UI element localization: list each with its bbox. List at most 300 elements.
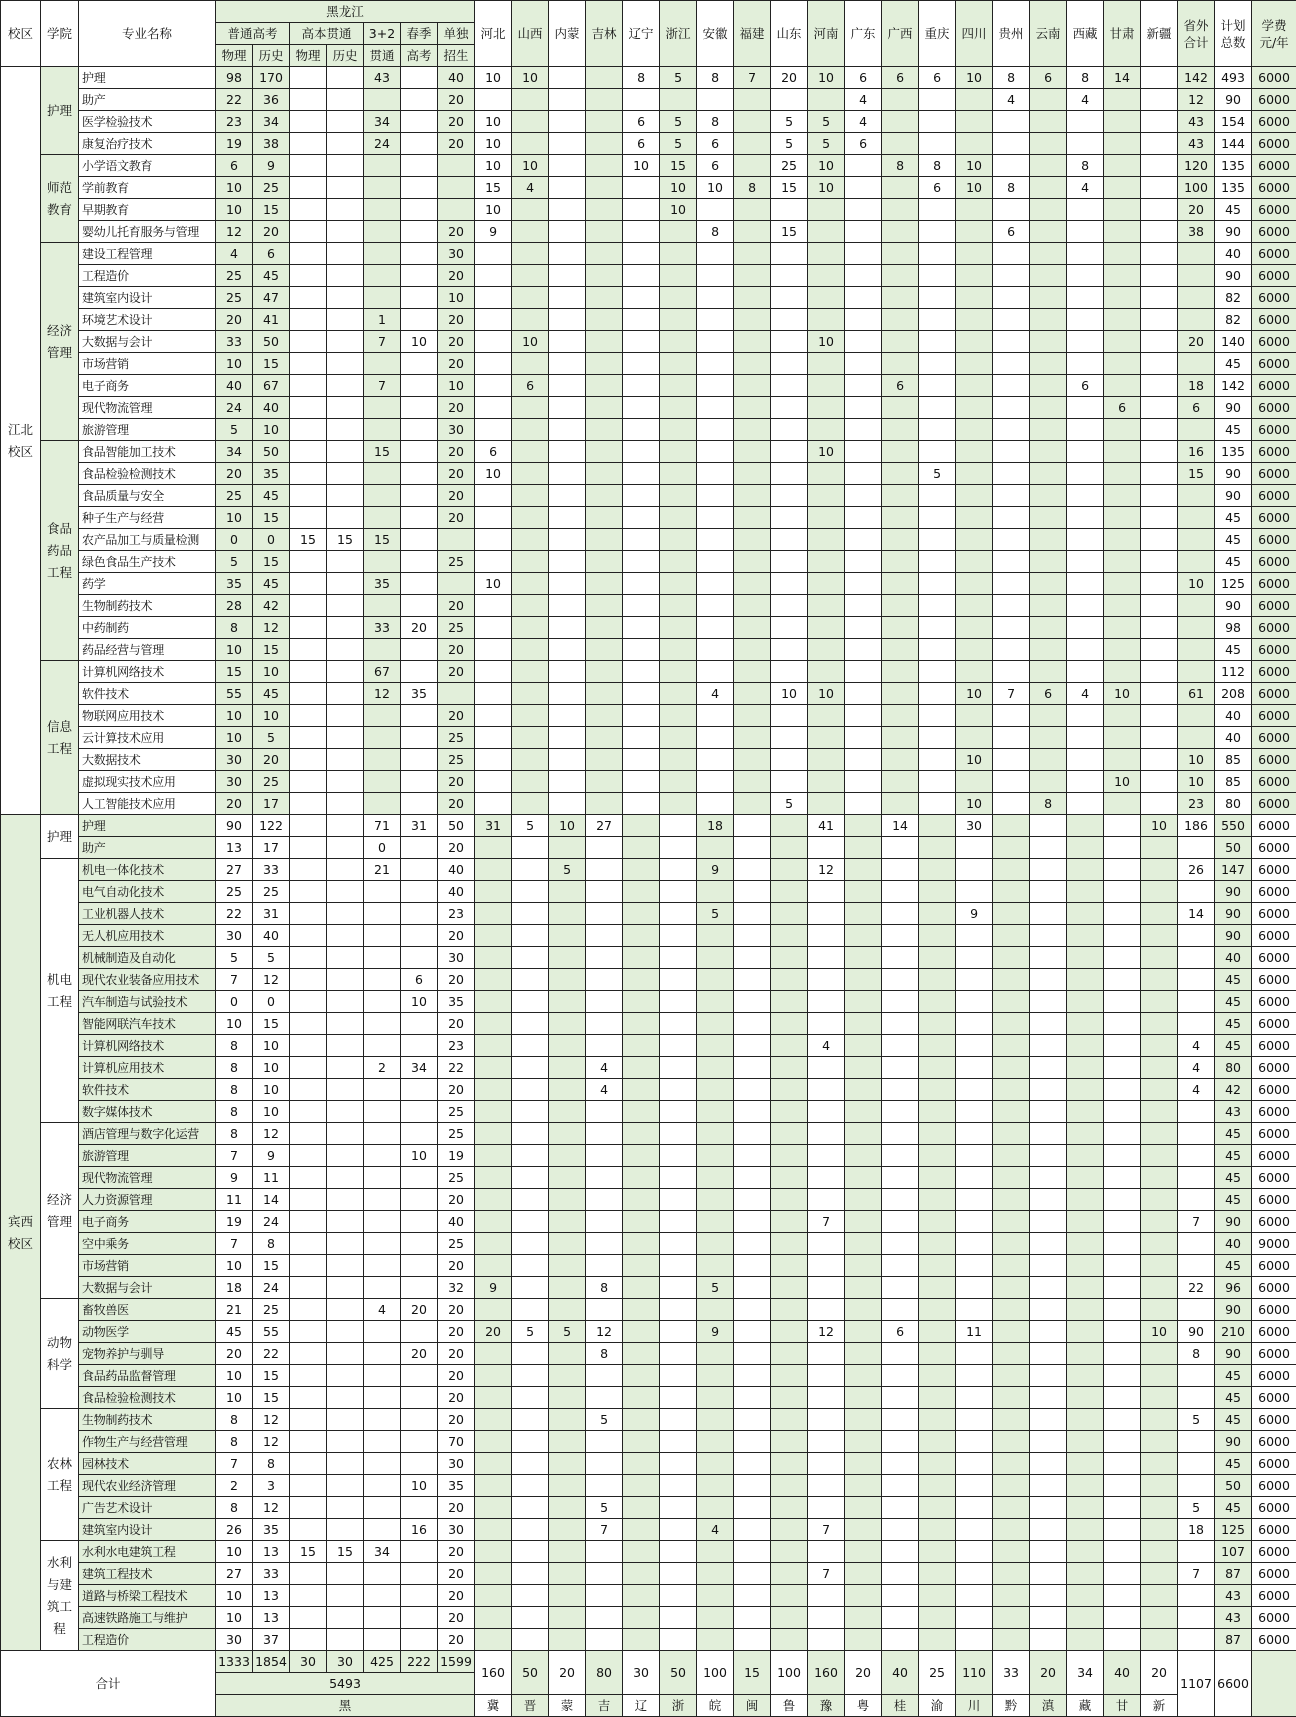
heilongjiang-quota: 20 bbox=[438, 441, 475, 463]
province-abbr: 滇 bbox=[1030, 1695, 1067, 1717]
heilongjiang-quota: 35 bbox=[253, 463, 290, 485]
province-quota bbox=[882, 573, 919, 595]
heilongjiang-quota: 33 bbox=[253, 1563, 290, 1585]
province-quota bbox=[512, 1607, 549, 1629]
province-quota bbox=[697, 881, 734, 903]
province-quota bbox=[1104, 1211, 1141, 1233]
province-quota bbox=[734, 1145, 771, 1167]
province-quota: 5 bbox=[919, 463, 956, 485]
province-quota bbox=[1104, 1321, 1141, 1343]
province-quota bbox=[734, 639, 771, 661]
heilongjiang-quota: 5 bbox=[216, 551, 253, 573]
heilongjiang-quota bbox=[290, 1211, 327, 1233]
province-quota bbox=[1104, 199, 1141, 221]
heilongjiang-quota: 20 bbox=[438, 265, 475, 287]
province-quota bbox=[845, 1035, 882, 1057]
province-quota: 10 bbox=[549, 815, 586, 837]
province-quota bbox=[734, 1343, 771, 1365]
province-quota bbox=[623, 1145, 660, 1167]
province-quota bbox=[993, 419, 1030, 441]
province-quota bbox=[993, 551, 1030, 573]
province-quota bbox=[734, 881, 771, 903]
campus-cell: 宾西校区 bbox=[1, 815, 41, 1651]
province-quota bbox=[808, 925, 845, 947]
province-quota bbox=[697, 1607, 734, 1629]
heilongjiang-quota bbox=[290, 375, 327, 397]
heilongjiang-quota: 20 bbox=[438, 353, 475, 375]
province-quota bbox=[475, 485, 512, 507]
heilongjiang-quota: 17 bbox=[253, 837, 290, 859]
heilongjiang-quota: 10 bbox=[216, 639, 253, 661]
province-quota bbox=[771, 661, 808, 683]
province-quota bbox=[697, 551, 734, 573]
province-quota bbox=[771, 507, 808, 529]
province-quota bbox=[1104, 529, 1141, 551]
province-quota bbox=[1030, 1387, 1067, 1409]
province-header: 河北 bbox=[475, 1, 512, 67]
heilongjiang-quota: 43 bbox=[364, 67, 401, 89]
province-quota bbox=[771, 1255, 808, 1277]
table-row bbox=[1, 1387, 1296, 1409]
province-quota bbox=[1104, 221, 1141, 243]
province-quota bbox=[1141, 903, 1178, 925]
province-quota: 10 bbox=[512, 67, 549, 89]
table-row bbox=[1, 463, 1296, 485]
province-quota bbox=[623, 287, 660, 309]
major-name: 旅游管理 bbox=[79, 1145, 216, 1167]
province-quota: 10 bbox=[956, 683, 993, 705]
major-name: 种子生产与经营 bbox=[79, 507, 216, 529]
province-quota bbox=[586, 617, 623, 639]
province-total: 20 bbox=[1141, 1651, 1178, 1695]
table-row bbox=[1, 1453, 1296, 1475]
province-quota bbox=[623, 595, 660, 617]
province-quota bbox=[808, 947, 845, 969]
province-quota bbox=[623, 1453, 660, 1475]
heilongjiang-quota bbox=[401, 243, 438, 265]
heilongjiang-quota bbox=[327, 199, 364, 221]
plan-total: 40 bbox=[1215, 1233, 1252, 1255]
province-quota bbox=[1141, 1101, 1178, 1123]
province-quota bbox=[845, 1343, 882, 1365]
plan-total: 140 bbox=[1215, 331, 1252, 353]
province-quota bbox=[919, 1277, 956, 1299]
province-quota bbox=[697, 441, 734, 463]
province-quota bbox=[734, 1563, 771, 1585]
tuition: 6000 bbox=[1252, 859, 1296, 881]
province-quota bbox=[808, 903, 845, 925]
province-quota bbox=[734, 463, 771, 485]
province-quota bbox=[845, 969, 882, 991]
province-quota: 6 bbox=[845, 133, 882, 155]
province-quota bbox=[623, 1387, 660, 1409]
province-quota bbox=[882, 705, 919, 727]
province-quota: 10 bbox=[660, 199, 697, 221]
province-quota bbox=[697, 1453, 734, 1475]
plan-total: 45 bbox=[1215, 991, 1252, 1013]
province-quota bbox=[956, 1299, 993, 1321]
province-quota bbox=[734, 1035, 771, 1057]
province-quota bbox=[919, 331, 956, 353]
province-quota bbox=[1030, 111, 1067, 133]
heilongjiang-quota: 21 bbox=[216, 1299, 253, 1321]
major-name: 学前教育 bbox=[79, 177, 216, 199]
tuition: 6000 bbox=[1252, 111, 1296, 133]
out-of-province-total: 20 bbox=[1178, 331, 1215, 353]
province-quota bbox=[919, 1475, 956, 1497]
province-quota: 11 bbox=[956, 1321, 993, 1343]
heilongjiang-quota: 45 bbox=[216, 1321, 253, 1343]
province-quota bbox=[549, 749, 586, 771]
province-quota bbox=[882, 309, 919, 331]
heilongjiang-quota: 20 bbox=[438, 1629, 475, 1651]
province-quota bbox=[1141, 441, 1178, 463]
heilongjiang-quota: 30 bbox=[438, 419, 475, 441]
major-name: 道路与桥梁工程技术 bbox=[79, 1585, 216, 1607]
heilongjiang-quota bbox=[327, 111, 364, 133]
major-name: 大数据与会计 bbox=[79, 331, 216, 353]
major-name: 药品经营与管理 bbox=[79, 639, 216, 661]
province-quota bbox=[1067, 1167, 1104, 1189]
tuition: 6000 bbox=[1252, 1035, 1296, 1057]
tuition: 6000 bbox=[1252, 1563, 1296, 1585]
province-quota bbox=[993, 1123, 1030, 1145]
province-quota: 8 bbox=[734, 177, 771, 199]
province-quota bbox=[512, 441, 549, 463]
province-quota bbox=[1067, 529, 1104, 551]
heilongjiang-quota: 28 bbox=[216, 595, 253, 617]
heilongjiang-quota: 35 bbox=[438, 991, 475, 1013]
province-quota bbox=[475, 661, 512, 683]
province-quota bbox=[993, 793, 1030, 815]
heilongjiang-quota bbox=[401, 309, 438, 331]
table-row bbox=[1, 749, 1296, 771]
province-quota bbox=[956, 1497, 993, 1519]
province-abbr: 川 bbox=[956, 1695, 993, 1717]
province-quota: 4 bbox=[845, 89, 882, 111]
province-quota bbox=[697, 1013, 734, 1035]
province-quota bbox=[808, 1255, 845, 1277]
province-quota bbox=[1104, 1035, 1141, 1057]
out-of-province-total bbox=[1178, 925, 1215, 947]
heilongjiang-quota bbox=[401, 375, 438, 397]
province-quota bbox=[1104, 419, 1141, 441]
province-quota bbox=[1030, 375, 1067, 397]
province-quota bbox=[512, 661, 549, 683]
major-name: 市场营销 bbox=[79, 353, 216, 375]
heilongjiang-quota: 42 bbox=[253, 595, 290, 617]
province-quota bbox=[1141, 1233, 1178, 1255]
province-quota: 10 bbox=[623, 155, 660, 177]
heilongjiang-quota: 9 bbox=[253, 1145, 290, 1167]
heilongjiang-quota bbox=[401, 1629, 438, 1651]
province-quota bbox=[475, 1101, 512, 1123]
province-quota bbox=[512, 1563, 549, 1585]
province-quota bbox=[660, 397, 697, 419]
plan-total: 135 bbox=[1215, 441, 1252, 463]
plan-total: 112 bbox=[1215, 661, 1252, 683]
province-quota bbox=[475, 837, 512, 859]
province-quota bbox=[882, 1475, 919, 1497]
province-header: 四川 bbox=[956, 1, 993, 67]
province-quota bbox=[845, 375, 882, 397]
heilongjiang-quota: 15 bbox=[253, 551, 290, 573]
heilongjiang-quota bbox=[327, 991, 364, 1013]
plan-total-header-line1: 计划 bbox=[1220, 17, 1246, 33]
province-quota bbox=[882, 1035, 919, 1057]
province-quota bbox=[1141, 265, 1178, 287]
province-quota bbox=[1141, 1035, 1178, 1057]
heilongjiang-quota: 15 bbox=[253, 1365, 290, 1387]
province-quota bbox=[993, 1453, 1030, 1475]
heilongjiang-quota bbox=[290, 551, 327, 573]
heilongjiang-quota bbox=[290, 595, 327, 617]
province-quota bbox=[882, 1233, 919, 1255]
out-of-province-total: 10 bbox=[1178, 749, 1215, 771]
province-quota bbox=[623, 1563, 660, 1585]
heilongjiang-quota: 25 bbox=[438, 617, 475, 639]
province-quota: 10 bbox=[475, 67, 512, 89]
plan-total: 147 bbox=[1215, 859, 1252, 881]
plan-total: 550 bbox=[1215, 815, 1252, 837]
out-of-province-total: 43 bbox=[1178, 111, 1215, 133]
heilongjiang-sum: 5493 bbox=[216, 1673, 475, 1695]
province-quota bbox=[993, 1277, 1030, 1299]
province-quota bbox=[623, 727, 660, 749]
province-quota bbox=[1067, 727, 1104, 749]
province-quota bbox=[882, 1365, 919, 1387]
province-quota bbox=[845, 903, 882, 925]
province-quota bbox=[845, 309, 882, 331]
heilongjiang-quota bbox=[401, 837, 438, 859]
plan-total: 45 bbox=[1215, 529, 1252, 551]
major-name: 现代农业经济管理 bbox=[79, 1475, 216, 1497]
province-quota bbox=[512, 573, 549, 595]
province-quota bbox=[1104, 1585, 1141, 1607]
province-quota bbox=[919, 925, 956, 947]
province-quota bbox=[1067, 1145, 1104, 1167]
province-quota bbox=[623, 243, 660, 265]
province-quota bbox=[1030, 1585, 1067, 1607]
province-quota bbox=[660, 903, 697, 925]
province-quota bbox=[919, 287, 956, 309]
province-quota bbox=[993, 133, 1030, 155]
province-quota bbox=[586, 1475, 623, 1497]
major-name: 计算机应用技术 bbox=[79, 1057, 216, 1079]
province-quota bbox=[1104, 1233, 1141, 1255]
province-total: 80 bbox=[586, 1651, 623, 1695]
tuition: 6000 bbox=[1252, 1629, 1296, 1651]
heilongjiang-quota: 7 bbox=[216, 1233, 253, 1255]
province-quota bbox=[623, 551, 660, 573]
province-quota bbox=[771, 1079, 808, 1101]
province-quota bbox=[771, 287, 808, 309]
province-quota bbox=[882, 1079, 919, 1101]
province-quota bbox=[623, 529, 660, 551]
province-quota bbox=[549, 595, 586, 617]
plan-total: 45 bbox=[1215, 551, 1252, 573]
heilongjiang-quota bbox=[290, 1167, 327, 1189]
province-quota bbox=[882, 771, 919, 793]
province-quota bbox=[771, 1123, 808, 1145]
province-quota bbox=[549, 529, 586, 551]
heilongjiang-quota bbox=[327, 1101, 364, 1123]
major-name: 智能网联汽车技术 bbox=[79, 1013, 216, 1035]
province-quota bbox=[808, 595, 845, 617]
heilongjiang-quota: 30 bbox=[438, 947, 475, 969]
province-quota bbox=[1030, 1299, 1067, 1321]
province-quota bbox=[586, 991, 623, 1013]
heilongjiang-quota bbox=[401, 1233, 438, 1255]
province-quota bbox=[993, 375, 1030, 397]
province-quota bbox=[1030, 595, 1067, 617]
province-quota bbox=[660, 1035, 697, 1057]
province-quota bbox=[697, 199, 734, 221]
province-quota: 6 bbox=[697, 133, 734, 155]
province-quota bbox=[771, 903, 808, 925]
table-row bbox=[1, 1409, 1296, 1431]
province-quota bbox=[623, 1123, 660, 1145]
province-quota bbox=[882, 837, 919, 859]
province-quota bbox=[475, 1299, 512, 1321]
table-row bbox=[1, 1541, 1296, 1563]
province-header: 贵州 bbox=[993, 1, 1030, 67]
table-row bbox=[1, 67, 1296, 89]
heilongjiang-quota: 25 bbox=[438, 1233, 475, 1255]
province-quota bbox=[1030, 859, 1067, 881]
tuition: 6000 bbox=[1252, 1541, 1296, 1563]
province-quota bbox=[660, 529, 697, 551]
province-quota bbox=[512, 1431, 549, 1453]
header-row bbox=[1, 1, 1296, 23]
province-quota bbox=[1141, 375, 1178, 397]
province-header: 河南 bbox=[808, 1, 845, 67]
province-quota bbox=[956, 375, 993, 397]
province-quota bbox=[734, 991, 771, 1013]
province-quota bbox=[1141, 1255, 1178, 1277]
province-quota bbox=[993, 1079, 1030, 1101]
province-quota bbox=[808, 1409, 845, 1431]
heilongjiang-quota: 20 bbox=[438, 111, 475, 133]
out-of-province-total: 142 bbox=[1178, 67, 1215, 89]
province-quota bbox=[734, 617, 771, 639]
subject-header: 历史 bbox=[253, 45, 290, 67]
major-name: 护理 bbox=[79, 67, 216, 89]
heilongjiang-total: 30 bbox=[327, 1651, 364, 1673]
province-quota bbox=[882, 1255, 919, 1277]
province-total: 110 bbox=[956, 1651, 993, 1695]
province-quota bbox=[1067, 837, 1104, 859]
province-quota bbox=[660, 1453, 697, 1475]
heilongjiang-quota bbox=[290, 683, 327, 705]
province-quota bbox=[993, 595, 1030, 617]
province-quota bbox=[734, 375, 771, 397]
heilongjiang-quota bbox=[401, 573, 438, 595]
province-quota bbox=[475, 1189, 512, 1211]
province-quota bbox=[623, 419, 660, 441]
heilongjiang-quota bbox=[290, 727, 327, 749]
province-quota bbox=[993, 925, 1030, 947]
province-quota bbox=[993, 243, 1030, 265]
province-quota bbox=[549, 1189, 586, 1211]
heilongjiang-quota: 8 bbox=[216, 1035, 253, 1057]
province-quota bbox=[845, 815, 882, 837]
province-quota bbox=[660, 1321, 697, 1343]
province-quota bbox=[1030, 1563, 1067, 1585]
province-quota bbox=[734, 903, 771, 925]
major-name: 工程造价 bbox=[79, 265, 216, 287]
province-quota: 10 bbox=[475, 199, 512, 221]
heilongjiang-quota: 30 bbox=[438, 1453, 475, 1475]
province-quota bbox=[808, 1145, 845, 1167]
province-quota bbox=[660, 551, 697, 573]
province-quota bbox=[882, 1409, 919, 1431]
heilongjiang-quota: 40 bbox=[438, 67, 475, 89]
major-name: 动物医学 bbox=[79, 1321, 216, 1343]
province-quota bbox=[475, 375, 512, 397]
province-quota bbox=[993, 353, 1030, 375]
province-quota bbox=[697, 1475, 734, 1497]
gaoben-header: 高本贯通 bbox=[290, 23, 364, 45]
province-quota bbox=[697, 1431, 734, 1453]
major-name: 食品药品监督管理 bbox=[79, 1365, 216, 1387]
out-of-province-total bbox=[1178, 705, 1215, 727]
province-quota: 6 bbox=[1104, 397, 1141, 419]
province-quota bbox=[808, 287, 845, 309]
province-quota bbox=[919, 485, 956, 507]
province-quota bbox=[623, 309, 660, 331]
out-of-province-total: 10 bbox=[1178, 771, 1215, 793]
province-quota bbox=[993, 1167, 1030, 1189]
province-quota bbox=[697, 1563, 734, 1585]
province-quota bbox=[586, 243, 623, 265]
province-quota bbox=[512, 859, 549, 881]
province-quota bbox=[697, 705, 734, 727]
heilongjiang-quota: 19 bbox=[216, 133, 253, 155]
out-of-province-total bbox=[1178, 1255, 1215, 1277]
province-quota bbox=[1141, 287, 1178, 309]
tuition-header bbox=[1252, 1, 1296, 67]
province-quota bbox=[1141, 1453, 1178, 1475]
province-total: 100 bbox=[771, 1651, 808, 1695]
heilongjiang-quota bbox=[401, 639, 438, 661]
province-quota bbox=[1030, 1101, 1067, 1123]
college-cell: 护理 bbox=[41, 67, 79, 155]
province-quota bbox=[623, 353, 660, 375]
heilongjiang-quota: 11 bbox=[216, 1189, 253, 1211]
province-quota bbox=[956, 551, 993, 573]
tuition: 6000 bbox=[1252, 1343, 1296, 1365]
heilongjiang-quota bbox=[364, 1629, 401, 1651]
heilongjiang-quota bbox=[364, 749, 401, 771]
tuition: 6000 bbox=[1252, 507, 1296, 529]
plan-total: 43 bbox=[1215, 1585, 1252, 1607]
province-quota bbox=[697, 1167, 734, 1189]
heilongjiang-quota: 25 bbox=[216, 485, 253, 507]
out-of-province-total bbox=[1178, 1585, 1215, 1607]
heilongjiang-quota bbox=[401, 89, 438, 111]
province-quota bbox=[808, 617, 845, 639]
plan-total: 45 bbox=[1215, 419, 1252, 441]
major-name: 小学语文教育 bbox=[79, 155, 216, 177]
province-quota bbox=[586, 1585, 623, 1607]
province-quota: 8 bbox=[993, 177, 1030, 199]
province-quota bbox=[993, 441, 1030, 463]
province-quota: 4 bbox=[512, 177, 549, 199]
province-quota bbox=[808, 419, 845, 441]
heilongjiang-quota bbox=[364, 397, 401, 419]
province-quota bbox=[1141, 1497, 1178, 1519]
